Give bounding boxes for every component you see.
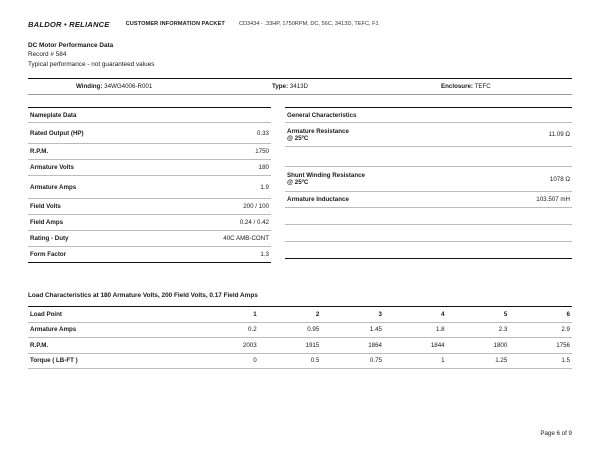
- row-value: 0.24 / 0.42: [158, 215, 271, 231]
- row-label: Rating - Duty: [28, 231, 158, 247]
- row-label: Field Amps: [28, 215, 158, 231]
- row-label: [285, 147, 482, 167]
- winding-bar: [28, 78, 572, 95]
- page-header: [28, 17, 379, 31]
- row-label: [285, 123, 482, 147]
- row-value: [482, 242, 572, 259]
- packet-title: CUSTOMER INFORMATION PACKET: [125, 21, 225, 27]
- row-label-line: Shunt Winding Resistance: [287, 172, 365, 179]
- page-number: Page 6 of 9: [540, 430, 572, 437]
- table-row: [285, 208, 572, 225]
- baldor-reliance-logo: BALDOR • RELIANCE: [28, 19, 110, 29]
- load-header-cell: 3: [321, 307, 384, 323]
- enclosure-label: Enclosure:: [441, 83, 473, 90]
- table-row: [28, 215, 271, 231]
- general-title: General Characteristics: [285, 108, 572, 123]
- table-cell: 1.25: [447, 353, 510, 369]
- table-row: [285, 123, 572, 147]
- row-label: Rated Output (HP): [28, 123, 158, 144]
- motor-description: CD3434 - .33HP, 1750RPM, DC, 56C, 3413D, TEFC, F1: [238, 21, 379, 27]
- table-cell: 1: [384, 353, 447, 369]
- nameplate-table: [28, 107, 271, 263]
- table-cell: 2003: [196, 338, 259, 354]
- table-cell: 0.5: [259, 353, 322, 369]
- row-value: 1.9: [158, 176, 271, 199]
- table-cell: 0: [196, 353, 259, 369]
- row-value: 1750: [158, 144, 271, 160]
- load-header-cell: 1: [196, 307, 259, 323]
- row-value: 200 / 100: [158, 199, 271, 215]
- row-label: Field Volts: [28, 199, 158, 215]
- table-row: [285, 147, 572, 167]
- row-value: 1.3: [158, 247, 271, 263]
- table-row: [285, 242, 572, 259]
- row-label-line: Armature Resistance: [287, 127, 349, 135]
- winding-label: Winding:: [76, 83, 103, 90]
- general-characteristics-table: [285, 107, 572, 259]
- type-value: 3413D: [289, 83, 309, 90]
- row-label: Armature Amps: [28, 176, 158, 199]
- table-row: [28, 247, 271, 263]
- load-characteristics-table: [28, 306, 572, 369]
- row-label: Armature Volts: [28, 160, 158, 176]
- load-header-cell: 5: [447, 307, 510, 323]
- row-value: 180: [158, 160, 271, 176]
- table-cell: 0.95: [259, 322, 322, 338]
- load-header-cell: 2: [259, 307, 322, 323]
- load-characteristics-title: Load Characteristics at 180 Armature Volts, 200 Field Volts, 0.17 Field Amps: [28, 292, 258, 299]
- row-label: [285, 242, 482, 259]
- type-label: Type:: [272, 83, 289, 90]
- record-number: Record # 584: [28, 51, 67, 59]
- table-row: [285, 225, 572, 242]
- row-label-line: @ 25ºC: [287, 134, 309, 142]
- table-row: [285, 192, 572, 208]
- table-row: [285, 167, 572, 192]
- nameplate-title: Nameplate Data: [28, 108, 271, 123]
- table-cell: 1.8: [384, 322, 447, 338]
- row-value: [482, 208, 572, 225]
- load-header-row: [28, 307, 572, 323]
- table-row: [28, 199, 271, 215]
- row-label: Armature Inductance: [285, 192, 482, 208]
- table-cell: 1756: [509, 338, 572, 354]
- winding-field: [76, 83, 152, 90]
- load-header-cell: Load Point: [28, 307, 196, 323]
- table-cell: 1.5: [509, 353, 572, 369]
- row-label-line: @ 25ºC: [287, 179, 309, 186]
- row-label: Torque ( LB-FT ): [28, 353, 196, 369]
- table-cell: 0.75: [321, 353, 384, 369]
- row-label: Form Factor: [28, 247, 158, 263]
- row-label: R.P.M.: [28, 144, 158, 160]
- table-cell: 2.3: [447, 322, 510, 338]
- table-row: [28, 160, 271, 176]
- row-label: [285, 208, 482, 225]
- table-row: [28, 338, 572, 354]
- row-value: 103.507 mH: [482, 192, 572, 208]
- table-row: [28, 322, 572, 338]
- row-value: 1078 Ω: [482, 167, 572, 192]
- disclaimer-note: Typical performance - not guaranteed values: [28, 60, 155, 68]
- table-cell: 0.2: [196, 322, 259, 338]
- table-cell: 1864: [321, 338, 384, 354]
- table-row: [28, 176, 271, 199]
- row-label: [285, 225, 482, 242]
- table-cell: 2.9: [509, 322, 572, 338]
- row-value: [482, 225, 572, 242]
- table-cell: 1800: [447, 338, 510, 354]
- document-title: DC Motor Performance Data: [28, 42, 114, 49]
- row-label: [285, 167, 482, 192]
- winding-value: 34WG4006-R001: [104, 83, 153, 90]
- table-cell: 1915: [259, 338, 322, 354]
- table-row: [28, 144, 271, 160]
- enclosure-field: [441, 83, 491, 90]
- load-header-cell: 4: [384, 307, 447, 323]
- row-value: 0.33: [158, 123, 271, 144]
- row-value: 11.09 Ω: [482, 123, 572, 147]
- row-value: 40C AMB-CONT: [158, 231, 271, 247]
- enclosure-value: TEFC: [474, 83, 491, 90]
- table-row: [28, 353, 572, 369]
- type-field: [272, 83, 308, 90]
- table-cell: 1.45: [321, 322, 384, 338]
- table-row: [28, 123, 271, 144]
- row-label: Armature Amps: [28, 322, 196, 338]
- row-label: R.P.M.: [28, 338, 196, 354]
- table-cell: 1844: [384, 338, 447, 354]
- load-header-cell: 6: [509, 307, 572, 323]
- record-info: [28, 41, 154, 69]
- row-value: [482, 147, 572, 167]
- table-row: [28, 231, 271, 247]
